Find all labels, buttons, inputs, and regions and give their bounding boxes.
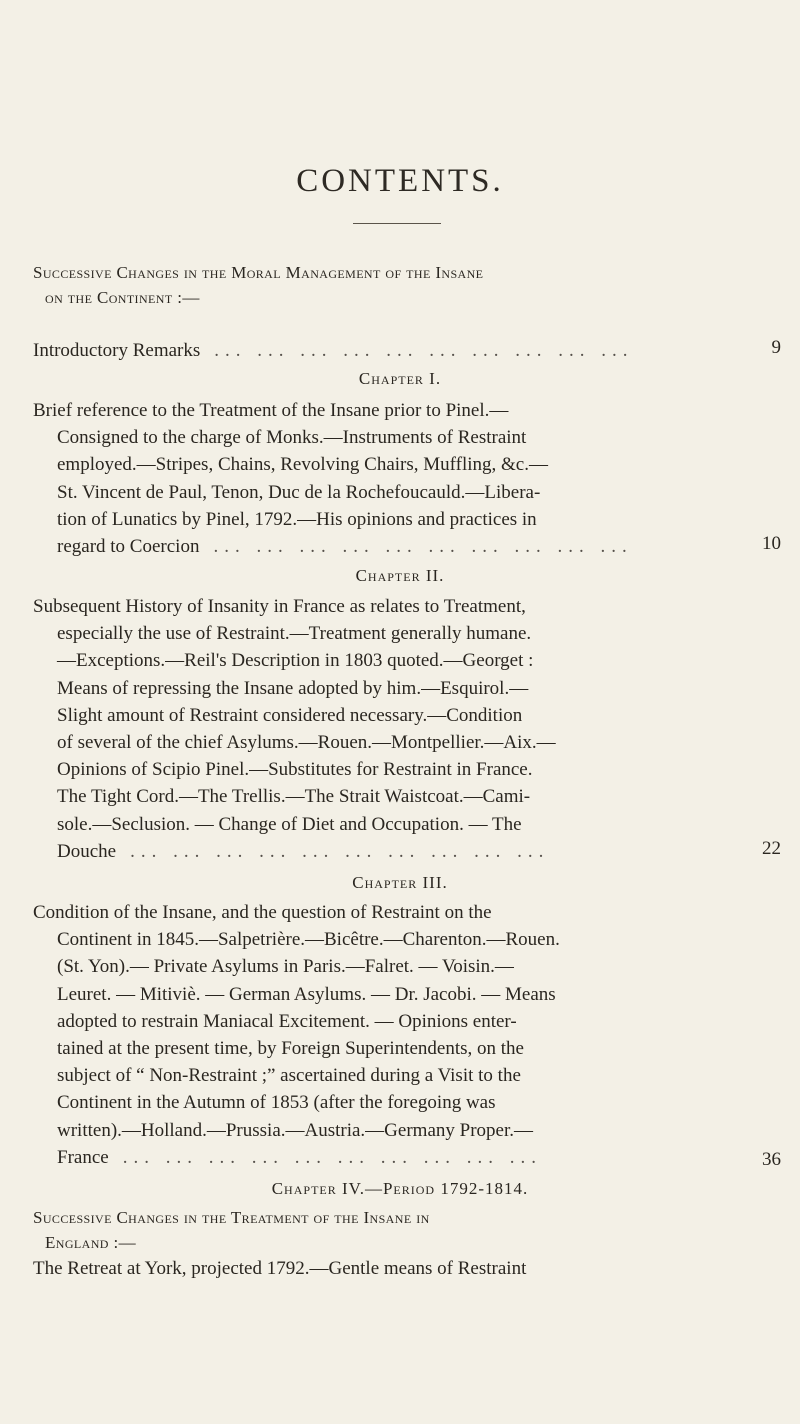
toc-line: Brief reference to the Treatment of the Insane prior to Pinel.— bbox=[33, 400, 509, 421]
toc-line: especially the use of Restraint.—Treatment generally humane. bbox=[57, 623, 532, 645]
section-heading-line: Successive Changes in the Moral Management of the Insane bbox=[33, 263, 484, 282]
chapter-heading-4: Chapter IV.—Period 1792-1814. bbox=[271, 1179, 529, 1198]
chapter-heading-3: Chapter III. bbox=[352, 873, 448, 892]
toc-line: The Retreat at York, projected 1792.—Gentle means of Restraint bbox=[33, 1258, 527, 1279]
toc-line: —Exceptions.—Reil's Description in 1803 quoted.—Georget : bbox=[57, 650, 534, 672]
toc-line: Continent in 1845.—Salpetrière.—Bicêtre.—Charenton.—Rouen. bbox=[57, 929, 560, 951]
page-number: 9 bbox=[771, 337, 781, 358]
toc-line: (St. Yon).— Private Asylums in Paris.—Falret. — Voisin.— bbox=[57, 956, 514, 978]
toc-entry-intro bbox=[33, 337, 781, 364]
toc-line: employed.—Stripes, Chains, Revolving Chairs, Muffling, &c.— bbox=[57, 454, 548, 476]
toc-entry-retreat bbox=[33, 1255, 763, 1282]
toc-line: Condition of the Insane, and the question of Restraint on the bbox=[33, 902, 492, 923]
toc-line: St. Vincent de Paul, Tenon, Duc de la Rochefoucauld.—Libera- bbox=[57, 481, 541, 503]
toc-line: Slight amount of Restraint considered necessary.—Condition bbox=[57, 704, 523, 726]
title-rule bbox=[353, 223, 441, 224]
toc-line: adopted to restrain Maniacal Excitement. — Opinions enter- bbox=[57, 1010, 517, 1032]
toc-line: tained at the present time, by Foreign Superintendents, on the bbox=[57, 1038, 524, 1060]
toc-line: written).—Holland.—Prussia.—Austria.—Germany Proper.— bbox=[57, 1119, 533, 1141]
toc-entry-chapter-2 bbox=[33, 593, 781, 865]
section-heading-continent bbox=[33, 260, 733, 310]
toc-line: of several of the chief Asylums.—Rouen.—Montpellier.—Aix.— bbox=[57, 732, 556, 754]
toc-line: Continent in the Autumn of 1853 (after the foregoing was bbox=[57, 1092, 496, 1114]
toc-line: regard to Coercion ... ... ... ... ... ... ... ... ... ... bbox=[57, 536, 633, 558]
toc-line: Consigned to the charge of Monks.—Instruments of Restraint bbox=[57, 427, 527, 449]
toc-entry-chapter-1 bbox=[33, 397, 781, 560]
page-number: 10 bbox=[762, 533, 781, 554]
page-number: 36 bbox=[762, 1149, 781, 1170]
toc-line: Subsequent History of Insanity in France as relates to Treatment, bbox=[33, 596, 526, 617]
section-heading-cont: on the Continent :— bbox=[45, 288, 200, 307]
section-heading-line: Successive Changes in the Treatment of the Insane in bbox=[33, 1208, 430, 1227]
chapter-heading-1: Chapter I. bbox=[358, 369, 442, 388]
toc-line: Leuret. — Mitiviè. — German Asylums. — Dr. Jacobi. — Means bbox=[57, 983, 556, 1005]
toc-line: The Tight Cord.—The Trellis.—The Strait Waistcoat.—Cami- bbox=[57, 786, 531, 808]
page-title: CONTENTS. bbox=[296, 163, 504, 199]
chapter-heading-2: Chapter II. bbox=[355, 566, 445, 585]
toc-line: Introductory Remarks ... ... ... ... ... ... ... ... ... ... bbox=[33, 340, 634, 361]
section-heading-cont: England :— bbox=[45, 1233, 137, 1252]
toc-line: France ... ... ... ... ... ... ... ... ... ... bbox=[57, 1146, 542, 1168]
toc-line: Opinions of Scipio Pinel.—Substitutes for Restraint in France. bbox=[57, 759, 533, 781]
toc-line: subject of “ Non-Restraint ;” ascertained during a Visit to the bbox=[57, 1065, 521, 1087]
section-heading-england bbox=[33, 1205, 733, 1255]
page-number: 22 bbox=[762, 838, 781, 859]
toc-line: tion of Lunatics by Pinel, 1792.—His opinions and practices in bbox=[57, 508, 537, 530]
toc-entry-chapter-3 bbox=[33, 899, 781, 1171]
toc-line: sole.—Seclusion. — Change of Diet and Occupation. — The bbox=[57, 813, 522, 835]
toc-line: Douche ... ... ... ... ... ... ... ... ... ... bbox=[57, 840, 550, 862]
toc-line: Means of repressing the Insane adopted by him.—Esquirol.— bbox=[57, 677, 529, 699]
